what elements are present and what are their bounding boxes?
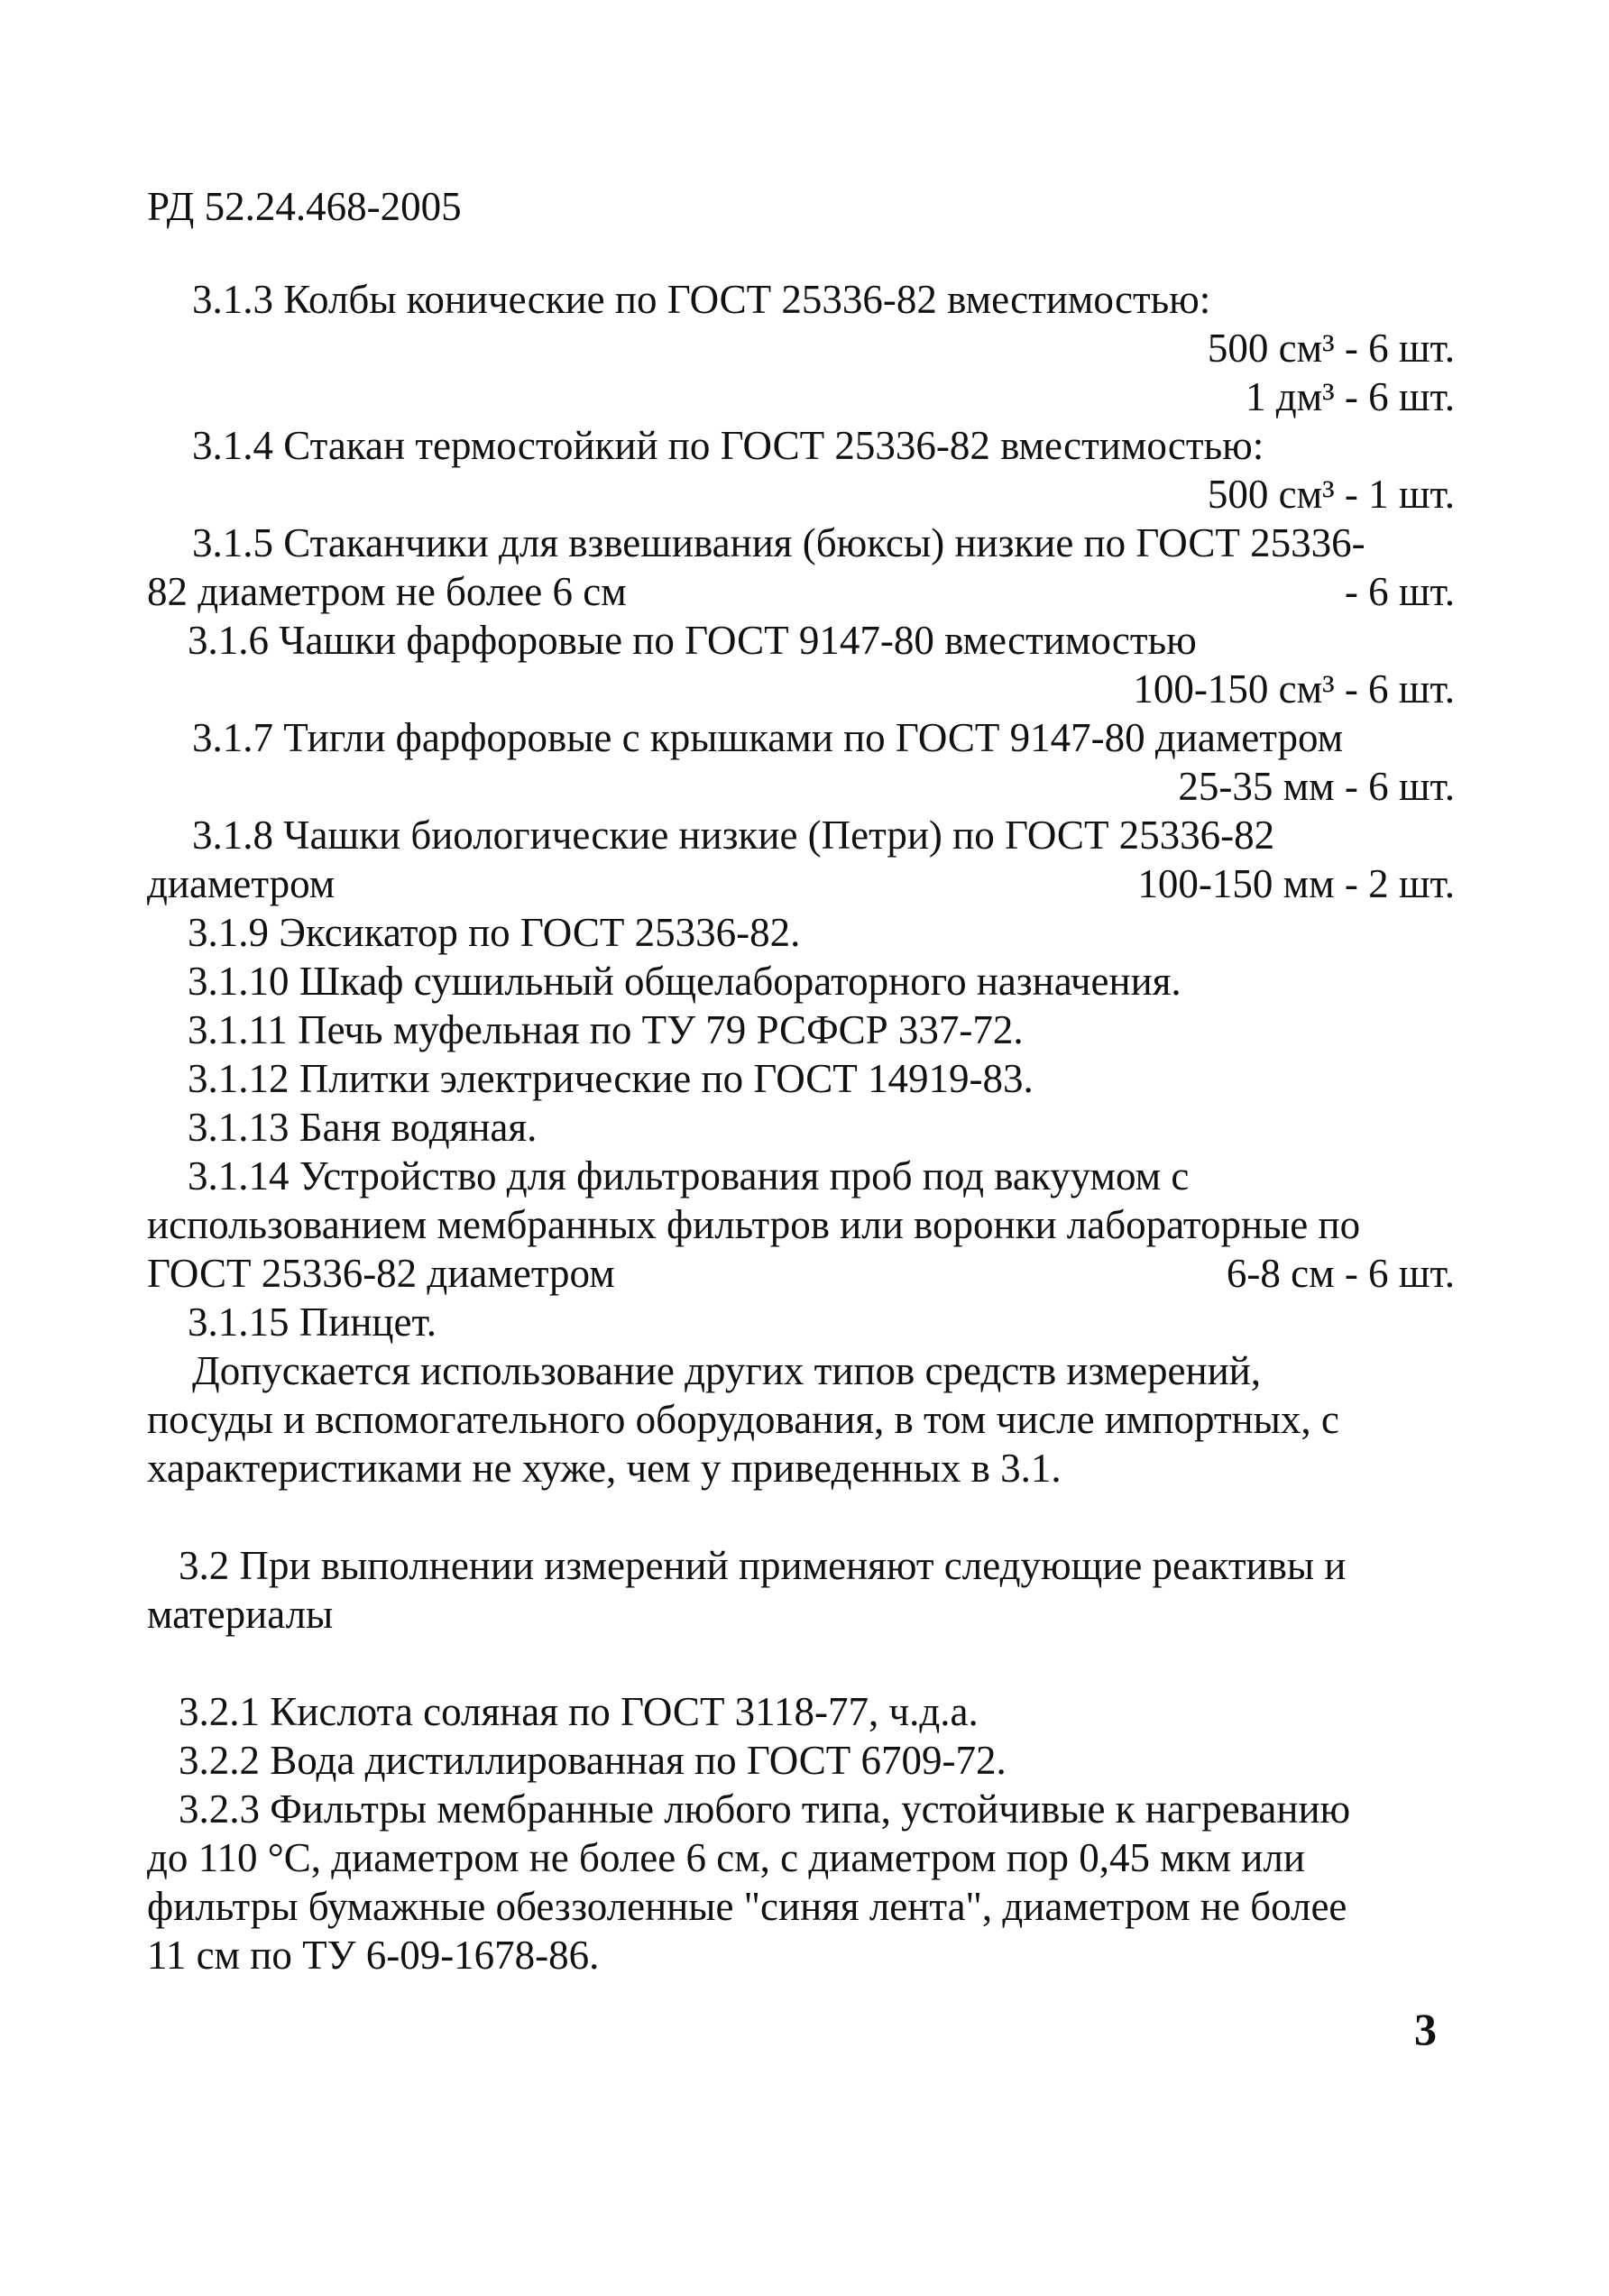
note-paragraph-line-1: Допускается использование других типов средств измерений,: [192, 1348, 1262, 1393]
item-3-1-7: 3.1.7 Тигли фарфоровые с крышками по ГОСТ 9147-80 диаметром: [192, 715, 1344, 760]
item-3-1-14-cont-2: [147, 1250, 1455, 1297]
item-3-1-6: 3.1.6 Чашки фарфоровые по ГОСТ 9147-80 вместимостью: [188, 618, 1197, 663]
item-3-1-8: 3.1.8 Чашки биологические низкие (Петри) по ГОСТ 25336-82: [192, 813, 1275, 858]
item-3-1-5-cont: [147, 568, 1455, 615]
item-3-1-5-qty: - 6 шт.: [1344, 569, 1455, 614]
item-3-1-11: 3.1.11 Печь муфельная по ТУ 79 РСФСР 337-72.: [188, 1007, 1024, 1052]
item-3-1-14-qty: 6-8 см - 6 шт.: [1226, 1251, 1455, 1296]
item-3-1-4-qty: 500 см³ - 1 шт.: [1207, 472, 1455, 517]
section-3-2-heading: 3.2 При выполнении измерений применяют следующие реактивы и: [179, 1543, 1347, 1588]
item-3-1-8-qty: 100-150 мм - 2 шт.: [1137, 861, 1455, 906]
item-3-1-13: 3.1.13 Баня водяная.: [188, 1105, 538, 1150]
item-3-1-8-cont: [147, 860, 1455, 907]
item-3-2-2: 3.2.2 Вода дистиллированная по ГОСТ 6709-72.: [179, 1738, 1007, 1783]
item-3-2-3-cont-1: до 110 °С, диаметром не более 6 см, с диаметром пор 0,45 мкм или: [147, 1835, 1305, 1880]
item-3-1-5-cont-text: 82 диаметром не более 6 см: [147, 569, 627, 614]
item-3-2-3-cont-2: фильтры бумажные обеззоленные "синяя лента", диаметром не более: [147, 1884, 1347, 1929]
item-3-1-3: 3.1.3 Колбы конические по ГОСТ 25336-82 вместимостью:: [192, 277, 1211, 322]
item-3-2-3-cont-3: 11 см по ТУ 6-09-1678-86.: [147, 1933, 600, 1978]
item-3-1-4: 3.1.4 Стакан термостойкий по ГОСТ 25336-82 вместимостью:: [192, 423, 1264, 468]
item-3-1-14-cont-1: использованием мембранных фильтров или воронки лабораторные по: [147, 1202, 1361, 1247]
item-3-1-8-cont-text: диаметром: [147, 861, 336, 906]
item-3-1-5-text: 3.1.5 Стаканчики для взвешивания (бюксы) низкие по ГОСТ 25336-: [192, 520, 1365, 565]
page-number: 3: [1414, 2004, 1437, 2054]
note-paragraph-line-2: посуды и вспомогательного оборудования, в том числе импортных, с: [147, 1397, 1339, 1442]
item-3-1-3-qty-1: 500 см³ - 6 шт.: [1207, 326, 1455, 371]
item-3-1-14: 3.1.14 Устройство для фильтрования проб под вакуумом с: [188, 1153, 1190, 1199]
item-3-2-3: 3.2.3 Фильтры мембранные любого типа, устойчивые к нагреванию: [179, 1786, 1351, 1832]
item-3-2-1: 3.2.1 Кислота соляная по ГОСТ 3118-77, ч.д.а.: [179, 1689, 979, 1734]
item-3-1-15: 3.1.15 Пинцет.: [188, 1300, 437, 1345]
item-3-1-14-cont-2-text: ГОСТ 25336-82 диаметром: [147, 1251, 615, 1296]
item-3-1-3-qty-2: 1 дм³ - 6 шт.: [1245, 374, 1455, 419]
item-3-1-10: 3.1.10 Шкаф сушильный общелабораторного назначения.: [188, 959, 1181, 1004]
item-3-1-7-qty: 25-35 мм - 6 шт.: [1178, 764, 1455, 809]
section-3-2-heading-cont: материалы: [147, 1592, 334, 1637]
item-3-1-5: [192, 519, 1455, 566]
item-3-1-12: 3.1.12 Плитки электрические по ГОСТ 14919-83.: [188, 1056, 1034, 1101]
item-3-1-6-qty: 100-150 см³ - 6 шт.: [1133, 666, 1455, 712]
document-header: РД 52.24.468-2005: [147, 184, 462, 229]
note-paragraph-line-3: характеристиками не хуже, чем у приведенных в 3.1.: [147, 1446, 1062, 1491]
item-3-1-9: 3.1.9 Эксикатор по ГОСТ 25336-82.: [188, 910, 801, 955]
